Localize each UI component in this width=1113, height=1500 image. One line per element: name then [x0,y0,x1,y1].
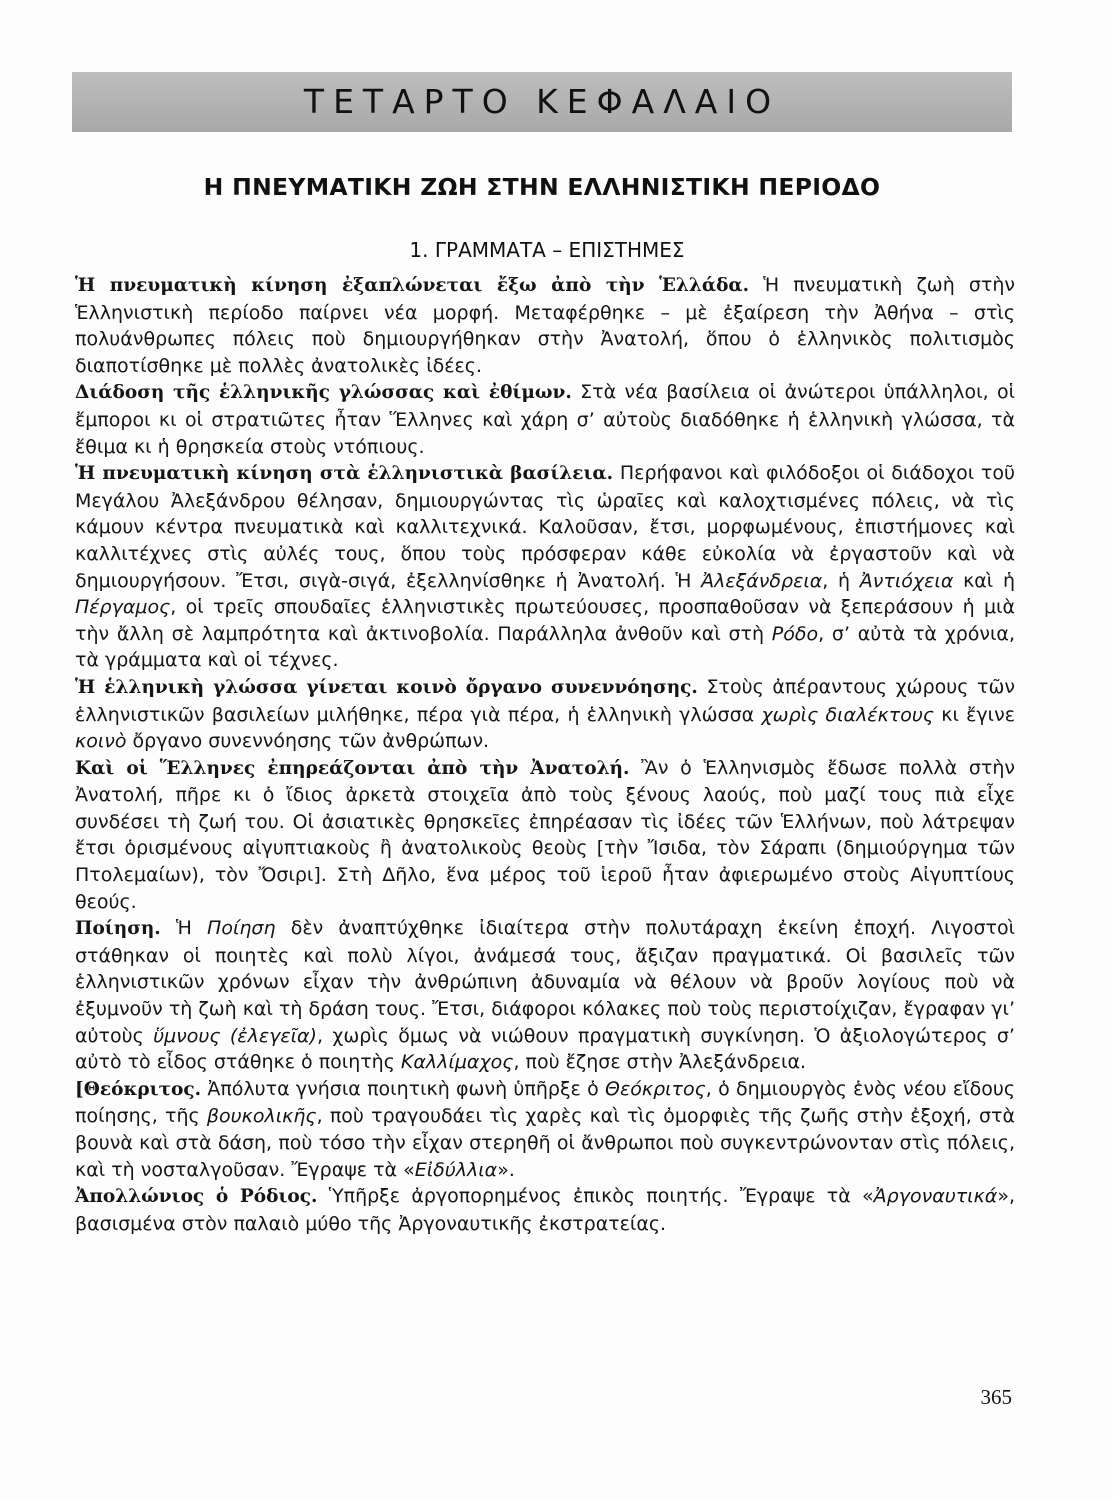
paragraph-lead: Ἀπολλώνιος ὁ Ρόδιος. [75,1186,318,1208]
paragraph-text: ». [497,1158,515,1181]
italic-term: Πέργαμος [75,596,171,619]
paragraph-lead: Διάδοση τῆς ἑλληνικῆς γλώσσας καὶ ἐθίμων. [75,382,572,404]
paragraph-text: , χωρὶς ὅμως νὰ νιώθουν πραγματικὴ συγκίνηση. Ὁ ἀξιολογώτερος σ’ αὐτὸ τὸ εἶδος στάθηκε ὁ ποιητὴς [75,1024,1015,1074]
italic-term: Ἀλεξάνδρεια [701,569,823,592]
paragraph-text: Ἡ πνευματικὴ ζωὴ στὴν Ἑλληνιστικὴ περίοδο παίρνει νέα μορφή. Μεταφέρθηκε – μὲ ἐξαίρεση τὴν Ἀθήνα – στὶς πολυάνθρωπες πόλεις ποὺ δημιουργήθηκαν στὴν Ἀνατολή, ὅπου ὁ ἑλληνικὸς πολιτισμὸς διαποτίσθηκε μὲ πολλὲς ἀνατολικὲς ἰδέες. [75,274,1016,377]
paragraph-lead: Καὶ οἱ Ἕλληνες ἐπηρεάζονται ἀπὸ τὴν Ἀνατολή. [75,757,630,779]
italic-term: Ἀργοναυτικά [873,1185,998,1208]
paragraph-poetry [75,915,1015,1076]
paragraph-text: , οἱ τρεῖς σπουδαῖες ἑλληνιστικὲς πρωτεύουσες, προσπαθοῦσαν νὰ ξεπεράσουν ἡ μιὰ τὴν ἄλλη σὲ λαμπρότητα καὶ ἀκτινοβολία. Παράλληλα ἀνθοῦν καὶ στὴ [75,596,1015,645]
paragraph-lead: Ἡ ἑλληνικὴ γλώσσα γίνεται κοινὸ ὄργανο συνεννόησης. [75,676,698,698]
italic-term: Θεόκριτος [605,1077,706,1100]
paragraph-text: κι ἔγινε [934,703,1015,726]
paragraph-lead: Ἡ πνευματικὴ κίνηση στὰ ἑλληνιστικὰ βασίλεια. [75,463,614,485]
paragraph-spread-of-culture [75,272,1015,379]
paragraph-text: Περήφανοι καὶ φιλόδοξοι οἱ διάδοχοι τοῦ Μεγάλου Ἀλεξάνδρου θέλησαν, δημιουργώντας τὶς ὡραῖες καὶ καλοχτισμένες πόλεις, νὰ τὶς κάμουν κέντρα πνευματικὰ καὶ καλλιτεχνικά. Καλοῦσαν, ἔτσι, μορφωμένους, ἐπιστήμονες καὶ καλλιτέχνες στὶς αὐλές τους, ὅπου τοὺς πρόσφεραν κάθε εὐκολία νὰ ἐργαστοῦν καὶ νὰ δημιουργήσουν. Ἔτσι, σιγὰ-σιγά, ἐξελληνίσθηκε ἡ Ἀνατολή. Ἡ [75,462,1015,592]
italic-term: Ρόδο [771,622,819,645]
italic-term: βουκολικῆς [206,1105,317,1128]
paragraph-lead: Ἡ πνευματικὴ κίνηση ἐξαπλώνεται ἔξω ἀπὸ τὴν Ἑλλάδα. [75,275,750,296]
paragraph-text: , ποὺ τραγουδάει τὶς χαρὲς καὶ τὶς ὀμορφιὲς τῆς ζωῆς στὴν ἐξοχή, στὰ βουνὰ καὶ στὰ δάση, ποὺ τόσο τὴν εἶχαν στερηθῆ οἱ ἄνθρωποι ποὺ συγκεντρώνονταν στὶς πόλεις, καὶ τὴ νοσταλγοῦσαν. Ἔγραψε τὰ « [75,1105,1015,1181]
italic-term: Εἰδύλλια [414,1158,498,1181]
paragraph-text: Ἂν ὁ Ἑλληνισμὸς ἔδωσε πολλὰ στὴν Ἀνατολή, πῆρε κι ὁ ἴδιος ἀρκετὰ στοιχεῖα ἀπὸ τοὺς ξένους λαούς, ποὺ μαζί τους πιὰ εἶχε συνδέσει τὴ ζωή του. Οἱ ἀσιατικὲς θρησκεῖες ἐπηρέασαν τὶς ἰδέες τῶν Ἑλλήνων, ποὺ λάτρεψαν ἔτσι ὁρισμένους αἰγυπτιακοὺς ἢ ἀνατολικοὺς θεοὺς [τὴν Ἴσιδα, τὸν Σάραπι (δημιούργημα τῶν Πτολεμαίων), τὸν Ὄσιρι]. Στὴ Δῆλο, ἕνα μέρος τοῦ ἱεροῦ ἦταν ἀφιερωμένο στοὺς Αἰγυπτίους θεούς. [75,756,1015,913]
italic-term: κοινὸ [75,730,127,753]
paragraph-text: , ἡ [822,569,860,592]
main-heading: Η ΠΝΕΥΜΑΤΙΚΗ ΖΩΗ ΣΤΗΝ ΕΛΛΗΝΙΣΤΙΚΗ ΠΕΡΙΟΔΟ [203,173,881,201]
paragraph-lead: [Θεόκριτος. [75,1078,202,1100]
italic-term: ὕμνους (ἐλεγεῖα) [153,1024,317,1047]
paragraph-apollonius [75,1183,1015,1237]
paragraph-theocritus [75,1076,1015,1183]
page-number: 365 [980,1385,1012,1409]
paragraph-text: καὶ ἡ [953,569,1015,592]
paragraph-text: Ἀπόλυτα γνήσια ποιητικὴ φωνὴ ὑπῆρξε ὁ [201,1077,606,1100]
paragraph-text: Στὰ νέα βασίλεια οἱ ἀνώτεροι ὑπάλληλοι, οἱ ἔμποροι κι οἱ στρατιῶτες ἦταν Ἕλληνες καὶ χάρη σ’ αὐτοὺς διαδόθηκε ἡ ἑλληνικὴ γλώσσα, τὰ ἔθιμα κι ἡ θρησκεία στοὺς ντόπιους. [75,381,1016,458]
paragraph-text: Ἡ [160,917,208,940]
section-heading: 1. ΓΡΑΜΜΑΤΑ – ΕΠΙΣΤΗΜΕΣ [409,238,685,262]
paragraph-text: , ποὺ ἔζησε στὴν Ἀλεξάνδρεια. [513,1051,807,1074]
italic-term: χωρὶς διαλέκτους [761,703,934,726]
italic-term: Ἀντιόχεια [859,569,954,592]
paragraph-lead: Ποίηση. [75,918,161,940]
body-text [75,272,1015,1237]
paragraph-text: », βασισμένα στὸν παλαιὸ μύθο τῆς Ἀργοναυτικῆς ἐκστρατείας. [75,1185,1015,1235]
paragraph-common-language [75,674,1015,755]
italic-term: Καλλίμαχος [400,1051,514,1074]
italic-term: Ποίηση [207,917,276,940]
paragraph-text: ὄργανο συνεννόησης τῶν ἀνθρώπων. [126,730,490,753]
paragraph-text: , σ’ αὐτὰ τὰ χρόνια, τὰ γράμματα καὶ οἱ τέχνες. [75,622,1015,672]
paragraph-text: Ὑπῆρξε ἀργοπορημένος ἐπικὸς ποιητής. Ἔγραψε τὰ « [317,1185,874,1208]
paragraph-language-customs [75,379,1015,460]
paragraph-text: δὲν ἀναπτύχθηκε ἰδιαίτερα στὴν πολυτάραχη ἐκείνη ἐποχή. Λιγοστοὶ στάθηκαν οἱ ποιητὲς καὶ πολὺ λίγοι, ἀνάμεσά τους, ἄξιζαν πραγματικά. Οἱ βασιλεῖς τῶν ἑλληνιστικῶν χρόνων εἶχαν τὴν ἀνθρώπινη ἀδυναμία νὰ θέλουν νὰ βροῦν λογίους ποὺ νὰ ἐξυμνοῦν τὴ ζωὴ καὶ τὴ δράση τους. Ἔτσι, διάφοροι κόλακες ποὺ τοὺς περιστοίχιζαν, ἔγραφαν γι’ αὐτοὺς [75,917,1016,1047]
paragraph-text: , ὁ δημιουργὸς ἑνὸς νέου εἴδους ποίησης, τῆς [75,1077,1016,1128]
paragraph-text: Στοὺς ἀπέραντους χώρους τῶν ἑλληνιστικῶν βασιλείων μιλήθηκε, πέρα γιὰ πέρα, ἡ ἑλληνικὴ γλώσσα [75,675,1015,726]
chapter-title: ΤΕΤΑΡΤΟ ΚΕΦΑΛΑΙΟ [303,82,781,121]
paragraph-eastern-influence [75,755,1015,916]
paragraph-kingdoms [75,460,1015,674]
